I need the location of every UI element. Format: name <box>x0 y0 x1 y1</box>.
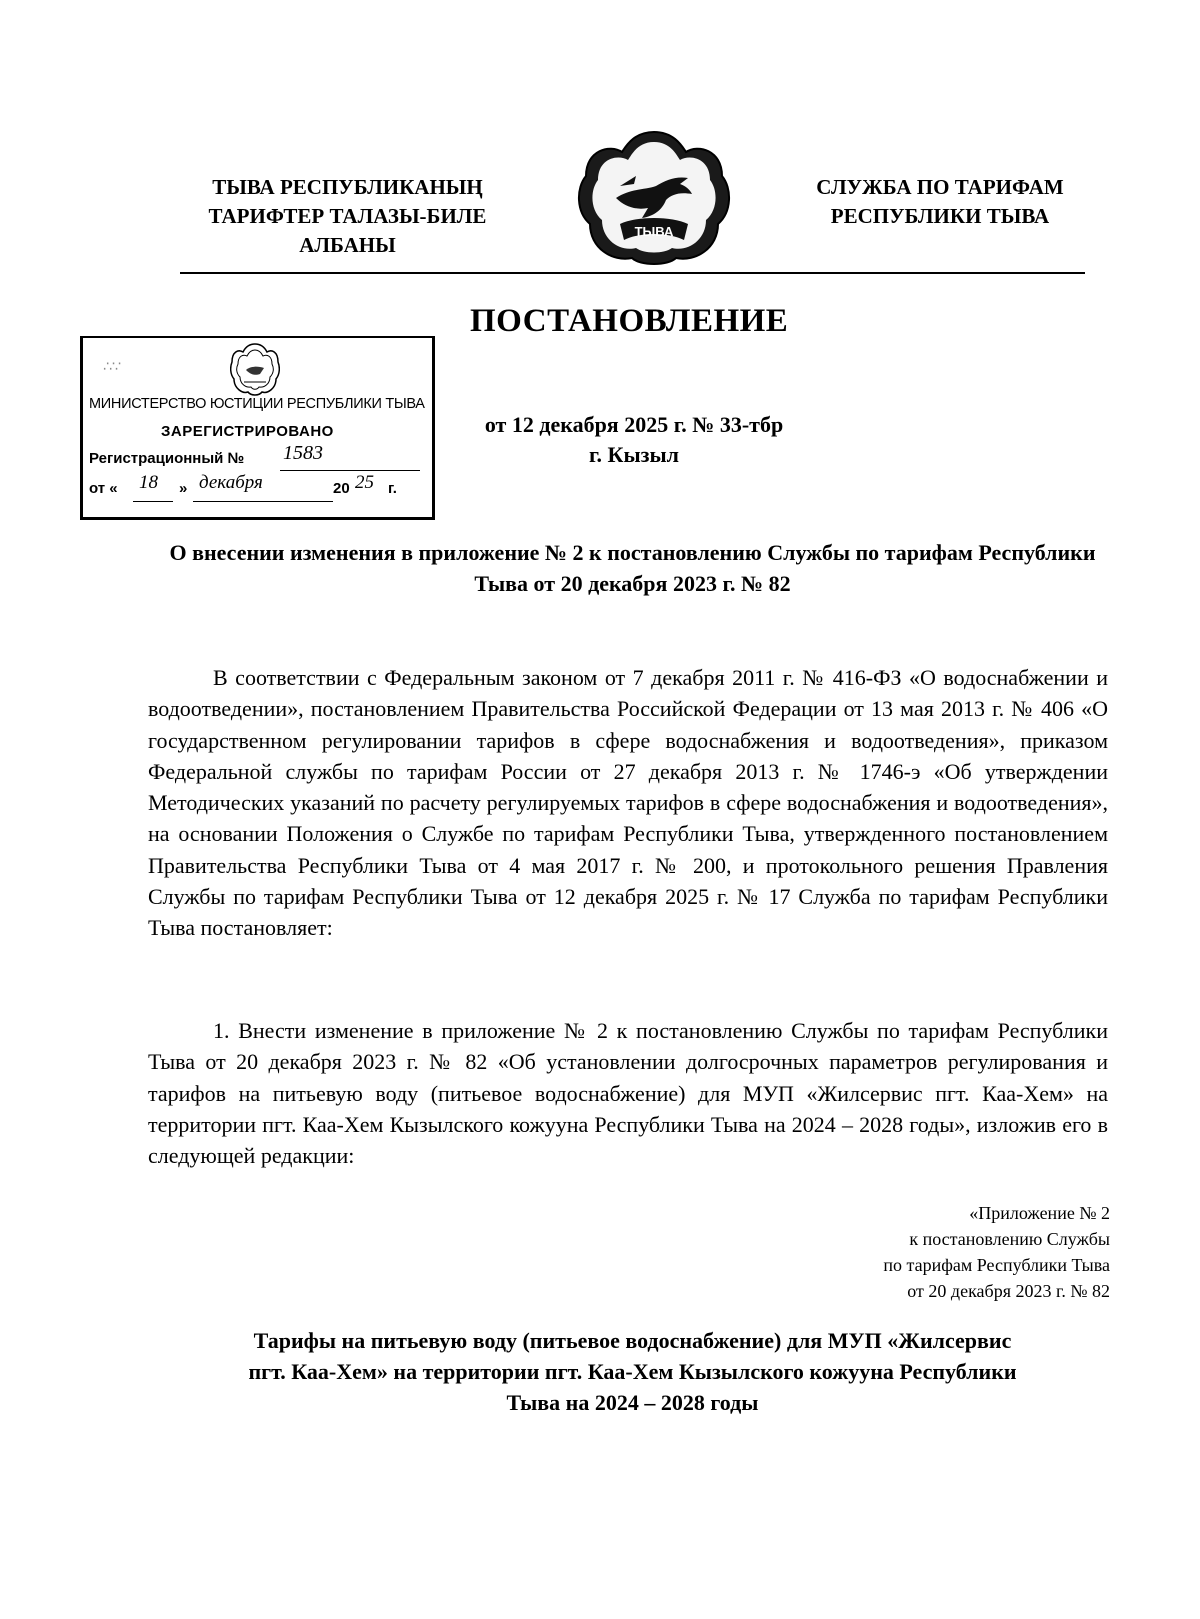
stamp-reg-number-value: 1583 <box>283 442 323 464</box>
tariff-title-line: Тыва на 2024 – 2028 годы <box>506 1390 759 1415</box>
stamp-year-suffix: г. <box>388 480 397 497</box>
stamp-underline <box>133 501 173 502</box>
header-left-line: АЛБАНЫ <box>299 233 396 257</box>
document-city: г. Кызыл <box>589 442 679 467</box>
appendix-line: «Приложение № 2 <box>969 1203 1110 1223</box>
header-right-org <box>790 173 1090 231</box>
tuva-emblem-icon <box>576 128 732 268</box>
document-type-title: ПОСТАНОВЛЕНИЕ <box>470 303 789 339</box>
stamp-emblem-icon <box>230 342 280 398</box>
stamp-year-prefix: 20 <box>333 480 350 497</box>
emblem-text: ТЫВА <box>634 224 674 239</box>
header-left-org <box>160 173 535 260</box>
header-right-line: РЕСПУБЛИКИ ТЫВА <box>830 204 1050 228</box>
stamp-date-day: 18 <box>139 472 158 493</box>
appendix-line: к постановлению Службы <box>909 1229 1110 1249</box>
tariff-title-line: Тарифы на питьевую воду (питьевое водоснабжение) для МУП «Жилсервис <box>253 1328 1012 1353</box>
stamp-decoration: ∴∵ <box>103 358 121 374</box>
stamp-date-month: декабря <box>199 472 263 493</box>
stamp-reg-number-label: Регистрационный № <box>89 450 245 467</box>
appendix-line: по тарифам Республики Тыва <box>883 1255 1110 1275</box>
tariff-title <box>150 1325 1115 1418</box>
stamp-underline <box>280 470 420 471</box>
document-subject: О внесении изменения в приложение № 2 к постановлению Службы по тарифам Республики Тыва от 20 декабря 2023 г. № 82 <box>169 540 1096 596</box>
stamp-year-value: 25 <box>355 472 374 493</box>
header-right-line: СЛУЖБА ПО ТАРИФАМ <box>816 175 1064 199</box>
appendix-reference <box>780 1200 1110 1304</box>
registration-stamp <box>80 336 435 520</box>
tariff-title-line: пгт. Каа-Хем» на территории пгт. Каа-Хем Кызылского кожууна Республики <box>248 1359 1017 1384</box>
document-date-number: от 12 декабря 2025 г. № 33-тбр <box>484 412 784 437</box>
appendix-line: от 20 декабря 2023 г. № 82 <box>907 1281 1110 1301</box>
stamp-date-sep: » <box>179 480 188 497</box>
header-left-line: ТЫВА РЕСПУБЛИКАНЫҢ <box>212 175 483 199</box>
stamp-date-prefix: от « <box>89 480 118 497</box>
body-paragraph-item-1: 1. Внести изменение в приложение № 2 к постановлению Службы по тарифам Республики Тыва от 20 декабря 2023 г. № 82 «Об установлении долгосрочных параметров регулирования и тарифов на питьевую воду (питьевое водоснабжение) для МУП «Жилсервис пгт. Каа-Хем» на территории пгт. Каа-Хем Кызылского кожууна Республики Тыва на 2024 – 2028 годы», изложив его в следующей редакции: <box>148 1018 1108 1169</box>
stamp-registered: ЗАРЕГИСТРИРОВАНО <box>161 423 334 440</box>
header-left-line: ТАРИФТЕР ТАЛАЗЫ-БИЛЕ <box>208 204 487 228</box>
stamp-underline <box>193 501 333 502</box>
header-divider <box>180 272 1085 274</box>
body-paragraph-preamble: В соответствии с Федеральным законом от 7 декабря 2011 г. № 416-ФЗ «О водоснабжении и водоотведении», постановлением Правительства Российской Федерации от 13 мая 2013 г. № 406 «О государственном регулировании тарифов в сфере водоснабжения и водоотведения», приказом Федеральной службы по тарифам России от 27 декабря 2013 г. № 1746-э «Об утверждении Методических указаний по расчету регулируемых тарифов в сфере водоснабжения и водоотведения», на основании Положения о Службе по тарифам Республики Тыва, утвержденного постановлением Правительства Республики Тыва от 4 мая 2017 г. № 200, и протокольного решения Правления Службы по тарифам Республики Тыва от 12 декабря 2025 г. № 17 Служба по тарифам Республики Тыва постановляет: <box>148 665 1108 941</box>
stamp-ministry: МИНИСТЕРСТВО ЮСТИЦИИ РЕСПУБЛИКИ ТЫВА <box>89 396 425 412</box>
